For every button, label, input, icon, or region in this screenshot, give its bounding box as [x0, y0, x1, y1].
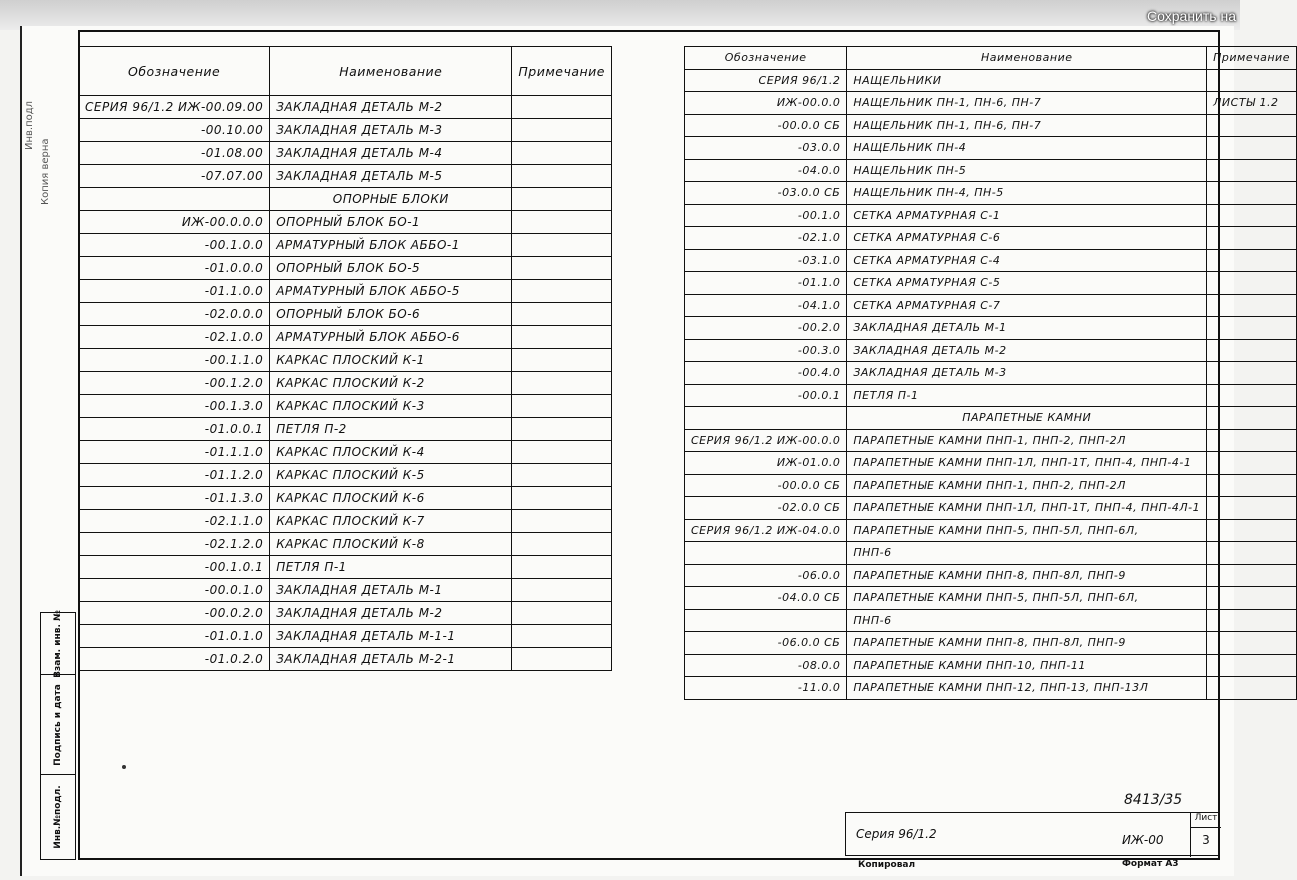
- table-row: [685, 587, 1297, 610]
- table-row: [685, 474, 1297, 497]
- cell-designation: -00.0.1.0: [79, 579, 270, 602]
- cell-note: [512, 602, 612, 625]
- title-stamp: [845, 812, 1220, 856]
- table-row: [79, 418, 612, 441]
- cell-note: [1207, 272, 1297, 295]
- cell-designation: -04.0.0: [685, 159, 847, 182]
- table-row: [685, 204, 1297, 227]
- cell-note: [512, 211, 612, 234]
- table-row: [685, 249, 1297, 272]
- table-row: [685, 564, 1297, 587]
- cell-name: НАЩЕЛЬНИК ПН-5: [847, 159, 1207, 182]
- cell-name: СЕТКА АРМАТУРНАЯ С-5: [847, 272, 1207, 295]
- table-row: [79, 280, 612, 303]
- cell-note: [512, 165, 612, 188]
- cell-designation: -00.0.2.0: [79, 602, 270, 625]
- header-name: Наименование: [847, 47, 1207, 70]
- cell-name: ПЕТЛЯ П-1: [847, 384, 1207, 407]
- cell-note: [512, 487, 612, 510]
- cell-note: [512, 349, 612, 372]
- cell-name: ПАРАПЕТНЫЕ КАМНИ: [847, 407, 1207, 430]
- right-spec-table: [684, 46, 1297, 700]
- cell-note: [1207, 497, 1297, 520]
- cell-note: [1207, 137, 1297, 160]
- table-row: [79, 372, 612, 395]
- cell-designation: -01.1.3.0: [79, 487, 270, 510]
- side-faint-text: Инв.подл: [24, 100, 35, 150]
- cell-note: [1207, 339, 1297, 362]
- cell-designation: -00.0.0 СБ: [685, 474, 847, 497]
- cell-name: ОПОРНЫЙ БЛОК БО-1: [270, 211, 512, 234]
- side-stamp-signature: Подпись и дата: [53, 683, 63, 766]
- cell-designation: -00.1.0: [685, 204, 847, 227]
- table-row: [79, 395, 612, 418]
- cell-note: [512, 648, 612, 671]
- cell-designation: -01.08.00: [79, 142, 270, 165]
- table-row: [79, 96, 612, 119]
- cell-designation: -00.1.1.0: [79, 349, 270, 372]
- header-note: Примечание: [1207, 47, 1297, 70]
- cell-designation: ИЖ-00.0.0.0: [79, 211, 270, 234]
- cell-designation: ИЖ-01.0.0: [685, 452, 847, 475]
- table-row: [685, 519, 1297, 542]
- cell-designation: -02.1.1.0: [79, 510, 270, 533]
- cell-designation: [685, 407, 847, 430]
- cell-name: ЗАКЛАДНАЯ ДЕТАЛЬ М-3: [270, 119, 512, 142]
- table-row: [79, 119, 612, 142]
- cell-name: ПНП-6: [847, 609, 1207, 632]
- cell-name: КАРКАС ПЛОСКИЙ К-3: [270, 395, 512, 418]
- cell-name: АРМАТУРНЫЙ БЛОК АББО-5: [270, 280, 512, 303]
- cell-note: [1207, 452, 1297, 475]
- cell-designation: -01.1.0.0: [79, 280, 270, 303]
- cell-name: НАЩЕЛЬНИК ПН-1, ПН-6, ПН-7: [847, 92, 1207, 115]
- stamp-sheet-label: Лист: [1191, 813, 1221, 828]
- cell-name: ПАРАПЕТНЫЕ КАМНИ ПНП-8, ПНП-8Л, ПНП-9: [847, 632, 1207, 655]
- table-row: [685, 159, 1297, 182]
- table-row: [685, 384, 1297, 407]
- table-row: [685, 632, 1297, 655]
- cell-note: [1207, 69, 1297, 92]
- cell-note: [1207, 654, 1297, 677]
- table-row: [79, 349, 612, 372]
- side-stamp-replace: Взам. инв. №: [53, 609, 63, 678]
- table-row: [79, 188, 612, 211]
- cell-note: [512, 418, 612, 441]
- side-faint-text-2: Копия верна: [40, 138, 51, 205]
- cell-designation: -00.1.0.0: [79, 234, 270, 257]
- cell-designation: -01.1.1.0: [79, 441, 270, 464]
- cell-name: КАРКАС ПЛОСКИЙ К-1: [270, 349, 512, 372]
- table-row: [685, 609, 1297, 632]
- cell-name: ЗАКЛАДНАЯ ДЕТАЛЬ М-2: [847, 339, 1207, 362]
- cell-note: [1207, 159, 1297, 182]
- cell-note: [512, 533, 612, 556]
- cell-note: [512, 441, 612, 464]
- table-row: [685, 429, 1297, 452]
- table-row: [685, 137, 1297, 160]
- cell-designation: -00.1.0.1: [79, 556, 270, 579]
- cell-designation: -00.0.1: [685, 384, 847, 407]
- cell-note: [1207, 587, 1297, 610]
- header-designation: Обозначение: [685, 47, 847, 70]
- table-row: [685, 69, 1297, 92]
- cell-name: ПАРАПЕТНЫЕ КАМНИ ПНП-5, ПНП-5Л, ПНП-6Л,: [847, 519, 1207, 542]
- cell-designation: СЕРИЯ 96/1.2: [685, 69, 847, 92]
- cell-name: ПАРАПЕТНЫЕ КАМНИ ПНП-1Л, ПНП-1Т, ПНП-4, ПНП-4-1: [847, 452, 1207, 475]
- cell-designation: -06.0.0: [685, 564, 847, 587]
- cell-designation: -00.10.00: [79, 119, 270, 142]
- cell-note: [1207, 204, 1297, 227]
- cell-designation: -00.3.0: [685, 339, 847, 362]
- cell-name: КАРКАС ПЛОСКИЙ К-5: [270, 464, 512, 487]
- cell-name: АРМАТУРНЫЙ БЛОК АББО-6: [270, 326, 512, 349]
- cell-name: ПАРАПЕТНЫЕ КАМНИ ПНП-1Л, ПНП-1Т, ПНП-4, ПНП-4Л-1: [847, 497, 1207, 520]
- cell-note: [1207, 362, 1297, 385]
- cell-name: СЕТКА АРМАТУРНАЯ С-6: [847, 227, 1207, 250]
- side-stamp-inventory: Инв.№подл.: [53, 784, 63, 849]
- cell-name: ЗАКЛАДНАЯ ДЕТАЛЬ М-5: [270, 165, 512, 188]
- header-name: Наименование: [270, 47, 512, 96]
- cell-name: НАЩЕЛЬНИК ПН-1, ПН-6, ПН-7: [847, 114, 1207, 137]
- cell-name: ЗАКЛАДНАЯ ДЕТАЛЬ М-1-1: [270, 625, 512, 648]
- cell-name: КАРКАС ПЛОСКИЙ К-2: [270, 372, 512, 395]
- cell-note: [1207, 249, 1297, 272]
- stamp-series: Серия 96/1.2: [856, 827, 937, 841]
- header-designation: Обозначение: [79, 47, 270, 96]
- cell-designation: -01.1.0: [685, 272, 847, 295]
- cell-designation: ИЖ-00.0.0: [685, 92, 847, 115]
- cell-note: [1207, 182, 1297, 205]
- cell-note: [512, 510, 612, 533]
- cell-name: ПНП-6: [847, 542, 1207, 565]
- cell-designation: -02.1.0.0: [79, 326, 270, 349]
- table-row: [685, 654, 1297, 677]
- cell-designation: -02.1.2.0: [79, 533, 270, 556]
- cell-name: ПЕТЛЯ П-1: [270, 556, 512, 579]
- table-row: [79, 211, 612, 234]
- cell-name: СЕТКА АРМАТУРНАЯ С-4: [847, 249, 1207, 272]
- cell-designation: -00.1.2.0: [79, 372, 270, 395]
- cell-designation: -02.0.0 СБ: [685, 497, 847, 520]
- cell-note: [512, 303, 612, 326]
- table-row: [79, 303, 612, 326]
- table-header-row: [79, 47, 612, 96]
- cell-note: [1207, 429, 1297, 452]
- table-row: [79, 602, 612, 625]
- cell-name: ПЕТЛЯ П-2: [270, 418, 512, 441]
- cell-name: НАЩЕЛЬНИК ПН-4: [847, 137, 1207, 160]
- cell-note: [512, 119, 612, 142]
- cell-note: [512, 326, 612, 349]
- cell-name: ОПОРНЫЙ БЛОК БО-5: [270, 257, 512, 280]
- cell-designation: -01.0.2.0: [79, 648, 270, 671]
- cell-note: ЛИСТЫ 1.2: [1207, 92, 1297, 115]
- cell-name: СЕТКА АРМАТУРНАЯ С-7: [847, 294, 1207, 317]
- cell-designation: -11.0.0: [685, 677, 847, 700]
- cell-name: ЗАКЛАДНАЯ ДЕТАЛЬ М-3: [847, 362, 1207, 385]
- cell-note: [512, 234, 612, 257]
- cell-designation: -08.0.0: [685, 654, 847, 677]
- table-row: [79, 579, 612, 602]
- table-row: [79, 441, 612, 464]
- cell-name: ПАРАПЕТНЫЕ КАМНИ ПНП-10, ПНП-11: [847, 654, 1207, 677]
- table-row: [685, 497, 1297, 520]
- cell-note: [512, 188, 612, 211]
- cell-name: КАРКАС ПЛОСКИЙ К-7: [270, 510, 512, 533]
- cell-note: [1207, 632, 1297, 655]
- header-note: Примечание: [512, 47, 612, 96]
- cell-note: [1207, 519, 1297, 542]
- table-row: [79, 625, 612, 648]
- cell-note: [512, 142, 612, 165]
- footer-format: Формат А3: [1122, 859, 1179, 869]
- cell-designation: -01.0.0.1: [79, 418, 270, 441]
- cell-designation: [685, 609, 847, 632]
- cell-designation: -02.1.0: [685, 227, 847, 250]
- cell-designation: -01.0.1.0: [79, 625, 270, 648]
- table-row: [685, 339, 1297, 362]
- cell-designation: -01.1.2.0: [79, 464, 270, 487]
- cell-name: КАРКАС ПЛОСКИЙ К-6: [270, 487, 512, 510]
- cell-note: [512, 280, 612, 303]
- table-row: [685, 407, 1297, 430]
- cell-note: [1207, 317, 1297, 340]
- cell-designation: [685, 542, 847, 565]
- cell-note: [512, 464, 612, 487]
- cell-name: ПАРАПЕТНЫЕ КАМНИ ПНП-1, ПНП-2, ПНП-2Л: [847, 474, 1207, 497]
- cell-name: КАРКАС ПЛОСКИЙ К-8: [270, 533, 512, 556]
- table-row: [79, 257, 612, 280]
- cell-designation: -04.1.0: [685, 294, 847, 317]
- table-row: [685, 227, 1297, 250]
- table-row: [685, 272, 1297, 295]
- cell-name: ПАРАПЕТНЫЕ КАМНИ ПНП-12, ПНП-13, ПНП-13Л: [847, 677, 1207, 700]
- cell-note: [512, 625, 612, 648]
- cell-designation: [79, 188, 270, 211]
- cell-designation: -01.0.0.0: [79, 257, 270, 280]
- cell-name: ПАРАПЕТНЫЕ КАМНИ ПНП-5, ПНП-5Л, ПНП-6Л,: [847, 587, 1207, 610]
- table-row: [79, 556, 612, 579]
- cell-name: ОПОРНЫЙ БЛОК БО-6: [270, 303, 512, 326]
- cell-note: [512, 395, 612, 418]
- cell-note: [1207, 542, 1297, 565]
- cell-name: ЗАКЛАДНАЯ ДЕТАЛЬ М-4: [270, 142, 512, 165]
- cell-note: [512, 96, 612, 119]
- cell-name: АРМАТУРНЫЙ БЛОК АББО-1: [270, 234, 512, 257]
- cell-name: СЕТКА АРМАТУРНАЯ С-1: [847, 204, 1207, 227]
- cell-note: [1207, 677, 1297, 700]
- stamp-code: ИЖ-00: [1122, 833, 1164, 847]
- cell-designation: -03.0.0: [685, 137, 847, 160]
- table-row: [79, 142, 612, 165]
- cell-note: [1207, 114, 1297, 137]
- table-row: [685, 92, 1297, 115]
- cell-note: [1207, 474, 1297, 497]
- table-row: [79, 533, 612, 556]
- cell-name: ЗАКЛАДНАЯ ДЕТАЛЬ М-1: [270, 579, 512, 602]
- table-row: [79, 234, 612, 257]
- stamp-sheet-cell: [1190, 813, 1221, 857]
- table-row: [79, 326, 612, 349]
- table-row: [685, 182, 1297, 205]
- table-row: [685, 294, 1297, 317]
- cell-name: НАЩЕЛЬНИК ПН-4, ПН-5: [847, 182, 1207, 205]
- table-row: [79, 510, 612, 533]
- document-number: 8413/35: [1124, 792, 1183, 808]
- cell-designation: -06.0.0 СБ: [685, 632, 847, 655]
- table-header-row: [685, 47, 1297, 70]
- cell-note: [512, 556, 612, 579]
- table-row: [79, 165, 612, 188]
- cell-name: ОПОРНЫЕ БЛОКИ: [270, 188, 512, 211]
- cell-name: ЗАКЛАДНАЯ ДЕТАЛЬ М-2: [270, 96, 512, 119]
- cell-name: КАРКАС ПЛОСКИЙ К-4: [270, 441, 512, 464]
- table-row: [685, 114, 1297, 137]
- cell-designation: СЕРИЯ 96/1.2 ИЖ-00.0.0: [685, 429, 847, 452]
- cell-note: [1207, 609, 1297, 632]
- cell-note: [1207, 564, 1297, 587]
- cell-designation: -03.1.0: [685, 249, 847, 272]
- cell-name: НАЩЕЛЬНИКИ: [847, 69, 1207, 92]
- cell-designation: -00.0.0 СБ: [685, 114, 847, 137]
- cell-note: [1207, 384, 1297, 407]
- cell-note: [1207, 294, 1297, 317]
- footer-copied: Копировал: [858, 860, 916, 870]
- cell-designation: -07.07.00: [79, 165, 270, 188]
- cell-name: ЗАКЛАДНАЯ ДЕТАЛЬ М-1: [847, 317, 1207, 340]
- cell-designation: -00.1.3.0: [79, 395, 270, 418]
- cell-designation: -02.0.0.0: [79, 303, 270, 326]
- table-row: [79, 464, 612, 487]
- cell-designation: -04.0.0 СБ: [685, 587, 847, 610]
- cell-designation: СЕРИЯ 96/1.2 ИЖ-04.0.0: [685, 519, 847, 542]
- cell-name: ПАРАПЕТНЫЕ КАМНИ ПНП-8, ПНП-8Л, ПНП-9: [847, 564, 1207, 587]
- save-button[interactable]: Сохранить на: [1147, 8, 1236, 24]
- table-row: [685, 362, 1297, 385]
- cell-note: [512, 372, 612, 395]
- cell-name: ЗАКЛАДНАЯ ДЕТАЛЬ М-2-1: [270, 648, 512, 671]
- table-row: [685, 542, 1297, 565]
- cell-name: ПАРАПЕТНЫЕ КАМНИ ПНП-1, ПНП-2, ПНП-2Л: [847, 429, 1207, 452]
- cell-designation: -03.0.0 СБ: [685, 182, 847, 205]
- table-row: [685, 677, 1297, 700]
- cell-note: [512, 579, 612, 602]
- table-row: [685, 317, 1297, 340]
- stamp-sheet-number: 3: [1202, 833, 1210, 847]
- cell-note: [1207, 407, 1297, 430]
- side-stamp-block: [40, 609, 76, 860]
- cell-note: [1207, 227, 1297, 250]
- table-row: [79, 487, 612, 510]
- cell-name: ЗАКЛАДНАЯ ДЕТАЛЬ М-2: [270, 602, 512, 625]
- cell-designation: -00.4.0: [685, 362, 847, 385]
- table-row: [79, 648, 612, 671]
- left-spec-table: [78, 46, 612, 671]
- ink-dot: [122, 765, 126, 769]
- cell-designation: СЕРИЯ 96/1.2 ИЖ-00.09.00: [79, 96, 270, 119]
- table-row: [685, 452, 1297, 475]
- cell-designation: -00.2.0: [685, 317, 847, 340]
- cell-note: [512, 257, 612, 280]
